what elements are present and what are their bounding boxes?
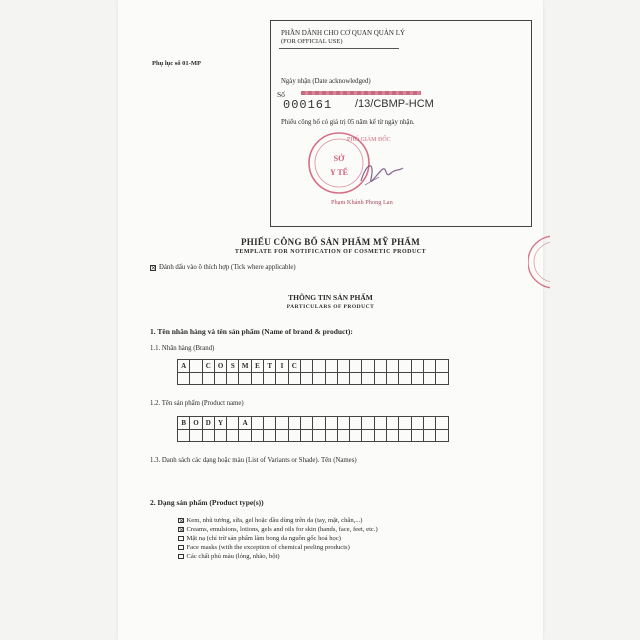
brand-char-cell: C: [202, 360, 214, 373]
brand-char-cell: A: [178, 360, 190, 373]
brand-char-cell: [387, 372, 399, 385]
brand-char-cell: [190, 372, 202, 385]
product-char-cell: [214, 429, 226, 442]
checkbox-icon: [150, 265, 156, 271]
brand-char-cell: [239, 372, 251, 385]
stamp-text-bottom: Y TẾ: [329, 168, 349, 177]
brand-char-cell: [423, 372, 435, 385]
registration-code: /13/CBMP-HCM: [355, 98, 434, 110]
official-seal: [305, 121, 415, 211]
product-name-grid: [177, 416, 449, 442]
brand-char-cell: [411, 372, 423, 385]
product-type-text: Kem, nhũ tương, sữa, gel hoặc dầu dùng trên da (tay, mặt, chân,...): [186, 517, 363, 524]
product-type-item: [178, 543, 378, 552]
brand-char-cell: [313, 372, 325, 385]
product-char-cell: A: [239, 417, 251, 430]
stamp-text-mid: SỞ: [333, 154, 345, 163]
product-char-cell: [227, 429, 239, 442]
product-char-cell: [423, 417, 435, 430]
brand-char-cell: [276, 372, 288, 385]
product-char-cell: Y: [214, 417, 226, 430]
product-char-cell: [190, 429, 202, 442]
brand-char-cell: [227, 372, 239, 385]
section1-heading: 1. Tên nhãn hàng và tên sản phẩm (Name of brand & product):: [150, 327, 353, 336]
product-char-cell: [399, 417, 411, 430]
product-char-cell: [276, 429, 288, 442]
product-char-cell: [264, 417, 276, 430]
product-char-cell: [423, 429, 435, 442]
brand-char-cell: [300, 360, 312, 373]
product-char-cell: [411, 429, 423, 442]
product-char-cell: [362, 429, 374, 442]
product-type-list: [178, 516, 378, 561]
brand-char-cell: E: [251, 360, 263, 373]
brand-char-cell: [337, 360, 349, 373]
product-char-cell: [313, 429, 325, 442]
brand-char-cell: [362, 360, 374, 373]
product-char-cell: [300, 429, 312, 442]
title-underline: [279, 48, 399, 49]
validity-note: Phiếu công bố có giá trị 05 năm kể từ ngày nhận.: [281, 119, 415, 126]
tick-instruction-text: Đánh dấu vào ô thích hợp (Tick where applicable): [159, 264, 296, 271]
brand-char-cell: [325, 360, 337, 373]
product-type-text: Face masks (with the exception of chemical peeling products): [186, 544, 350, 551]
brand-char-cell: [350, 372, 362, 385]
brand-char-cell: [374, 360, 386, 373]
checkbox-icon: [178, 536, 184, 542]
official-use-box: [270, 20, 532, 227]
date-acknowledged: Ngày nhận (Date acknowledged): [281, 78, 371, 85]
product-type-text: Creams, emulsions, lotions, gels and oils for skin (hands, face, feet, etc.): [186, 526, 378, 533]
brand-char-cell: C: [288, 360, 300, 373]
product-char-cell: [251, 429, 263, 442]
product-char-cell: [227, 417, 239, 430]
brand-char-cell: [264, 372, 276, 385]
brand-char-cell: S: [227, 360, 239, 373]
brand-char-cell: [423, 360, 435, 373]
brand-char-cell: [337, 372, 349, 385]
appendix-label: Phụ lục số 01-MP: [152, 60, 201, 67]
brand-char-cell: O: [214, 360, 226, 373]
product-char-cell: [350, 417, 362, 430]
product-type-item: [178, 516, 378, 525]
section2-heading: 2. Dạng sản phẩm (Product type(s)): [150, 498, 264, 507]
official-box-subtitle: (FOR OFFICIAL USE): [281, 38, 343, 45]
brand-char-cell: [399, 360, 411, 373]
checkbox-icon: [178, 554, 184, 560]
product-type-item: [178, 525, 378, 534]
document-title: PHIẾU CÔNG BỐ SẢN PHẨM MỸ PHẨM: [241, 237, 420, 247]
brand-char-cell: [436, 360, 448, 373]
product-char-cell: [178, 429, 190, 442]
product-char-cell: [202, 429, 214, 442]
product-char-cell: [362, 417, 374, 430]
official-box-title: PHẦN DÀNH CHO CƠ QUAN QUẢN LÝ: [281, 29, 406, 37]
product-info-title: THÔNG TIN SẢN PHẨM: [288, 293, 373, 302]
brand-label: 1.1. Nhãn hàng (Brand): [150, 345, 215, 352]
brand-char-cell: [399, 372, 411, 385]
product-char-cell: [325, 417, 337, 430]
brand-grid: [177, 359, 449, 385]
product-char-cell: [436, 429, 448, 442]
product-char-cell: [350, 429, 362, 442]
stamp-text-top: PHÓ GIÁM ĐỐC: [347, 137, 391, 143]
brand-char-cell: M: [239, 360, 251, 373]
checkbox-icon: [178, 527, 184, 533]
product-char-cell: [300, 417, 312, 430]
brand-char-cell: [411, 360, 423, 373]
product-type-item: [178, 552, 378, 561]
number-prefix: Số: [277, 90, 285, 99]
product-char-cell: [374, 417, 386, 430]
registration-number: 000161: [283, 98, 333, 112]
product-char-cell: [387, 417, 399, 430]
product-char-cell: [276, 417, 288, 430]
product-char-cell: [436, 417, 448, 430]
product-char-cell: O: [190, 417, 202, 430]
checkbox-icon: [178, 545, 184, 551]
product-char-cell: [337, 417, 349, 430]
product-info-subtitle: PARTICULARS OF PRODUCT: [286, 304, 375, 310]
product-char-cell: [337, 429, 349, 442]
signer-name: Phạm Khánh Phong Lan: [331, 199, 393, 206]
brand-char-cell: [362, 372, 374, 385]
brand-char-cell: [190, 360, 202, 373]
brand-char-cell: [288, 372, 300, 385]
product-char-cell: [288, 417, 300, 430]
brand-char-cell: [313, 360, 325, 373]
brand-char-cell: [325, 372, 337, 385]
product-char-cell: [411, 417, 423, 430]
product-char-cell: [239, 429, 251, 442]
document-subtitle: TEMPLATE FOR NOTIFICATION OF COSMETIC PRODUCT: [234, 249, 427, 255]
brand-char-cell: [387, 360, 399, 373]
checkbox-icon: [178, 518, 184, 524]
brand-char-cell: [300, 372, 312, 385]
product-type-text: Các chất phủ màu (lỏng, nhão, bột): [186, 553, 280, 560]
product-char-cell: [325, 429, 337, 442]
brand-char-cell: [350, 360, 362, 373]
product-char-cell: D: [202, 417, 214, 430]
product-name-label: 1.2. Tên sản phẩm (Product name): [150, 400, 244, 407]
brand-char-cell: T: [264, 360, 276, 373]
product-char-cell: [251, 417, 263, 430]
product-char-cell: [399, 429, 411, 442]
variants-label: 1.3. Danh sách các dạng hoặc màu (List of Variants or Shade). Tên (Names): [150, 457, 357, 464]
product-char-cell: [264, 429, 276, 442]
brand-char-cell: [251, 372, 263, 385]
tick-instruction: [150, 264, 296, 271]
brand-char-cell: [374, 372, 386, 385]
product-char-cell: [288, 429, 300, 442]
brand-char-cell: [214, 372, 226, 385]
product-type-item: [178, 534, 378, 543]
brand-char-cell: [178, 372, 190, 385]
product-char-cell: [387, 429, 399, 442]
brand-char-cell: [202, 372, 214, 385]
product-char-cell: B: [178, 417, 190, 430]
product-type-text: Mặt nạ (chỉ trừ sản phẩm làm bong da nguồn gốc hoá học): [186, 535, 341, 542]
product-char-cell: [374, 429, 386, 442]
handwritten-strike: [301, 91, 421, 95]
brand-char-cell: [436, 372, 448, 385]
product-char-cell: [313, 417, 325, 430]
brand-char-cell: I: [276, 360, 288, 373]
